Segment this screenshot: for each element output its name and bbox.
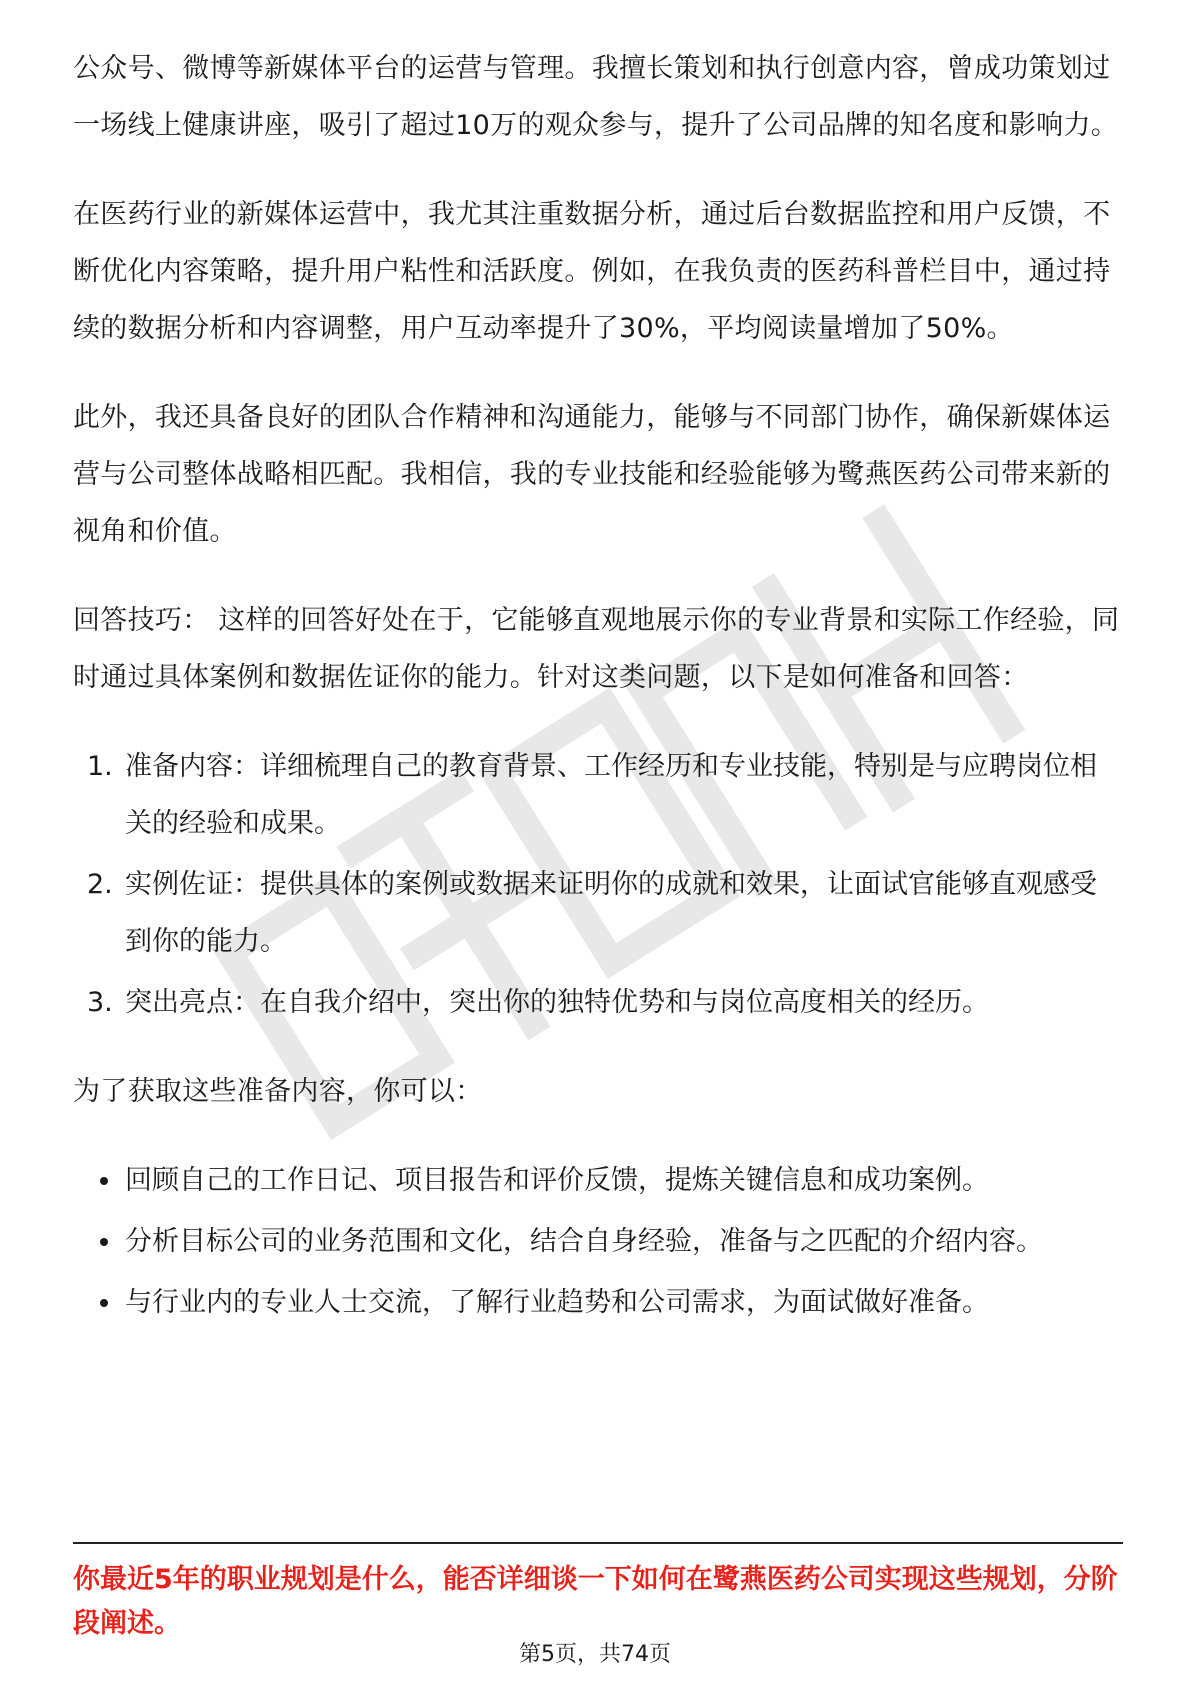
bullet-icon — [100, 1177, 108, 1185]
list-item-text: 与行业内的专业人士交流，了解行业趋势和公司需求，为面试做好准备。 — [125, 1287, 989, 1318]
document-body — [73, 40, 1123, 1363]
page-number: 第5页，共74页 — [519, 1642, 671, 1667]
list-number: 1. — [87, 751, 113, 782]
list-item — [73, 1152, 1123, 1209]
list-item-text: 回顾自己的工作日记、项目报告和评价反馈，提炼关键信息和成功案例。 — [125, 1165, 989, 1196]
paragraph-3: 此外，我还具备良好的团队合作精神和沟通能力，能够与不同部门协作，确保新媒体运营与公司整体战略相匹配。我相信，我的专业技能和经验能够为鹭燕医药公司带来新的视角和价值。 — [73, 402, 1111, 547]
list-item — [73, 1213, 1123, 1270]
list-number: 2. — [87, 869, 113, 900]
paragraph-tips: 回答技巧： 这样的回答好处在于，它能够直观地展示你的专业背景和实际工作经验，同时通过具体案例和数据佐证你的能力。针对这类问题，以下是如何准备和回答： — [73, 605, 1120, 693]
numbered-list — [73, 738, 1123, 1031]
list-item-text: 准备内容：详细梳理自己的教育背景、工作经历和专业技能，特别是与应聘岗位相关的经验和成果。 — [125, 751, 1097, 839]
intro-line: 为了获取这些准备内容，你可以： — [73, 1076, 483, 1107]
list-item — [73, 1274, 1123, 1331]
list-number: 3. — [87, 987, 113, 1018]
list-item-text: 突出亮点：在自我介绍中，突出你的独特优势和与岗位高度相关的经历。 — [125, 987, 989, 1018]
paragraph-1: 公众号、微博等新媒体平台的运营与管理。我擅长策划和执行创意内容，曾成功策划过一场线上健康讲座，吸引了超过10万的观众参与，提升了公司品牌的知名度和影响力。 — [73, 53, 1119, 141]
bullet-icon — [100, 1299, 108, 1307]
divider-line — [73, 1542, 1123, 1544]
list-item — [73, 738, 1123, 852]
list-item-text: 分析目标公司的业务范围和文化，结合自身经验，准备与之匹配的介绍内容。 — [125, 1226, 1043, 1257]
bullet-list — [73, 1152, 1123, 1331]
paragraph-2: 在医药行业的新媒体运营中，我尤其注重数据分析，通过后台数据监控和用户反馈，不断优化内容策略，提升用户粘性和活跃度。例如，在我负责的医药科普栏目中，通过持续的数据分析和内容调整，用户互动率提升了30%，平均阅读量增加了50%。 — [73, 199, 1111, 344]
bullet-icon — [100, 1238, 108, 1246]
list-item-text: 实例佐证：提供具体的案例或数据来证明你的成就和效果，让面试官能够直观感受到你的能力。 — [125, 869, 1097, 957]
list-item — [73, 856, 1123, 970]
list-item — [73, 974, 1123, 1031]
next-question-heading: 你最近5年的职业规划是什么，能否详细谈一下如何在鹭燕医药公司实现这些规划，分阶段阐述。 — [73, 1564, 1118, 1639]
